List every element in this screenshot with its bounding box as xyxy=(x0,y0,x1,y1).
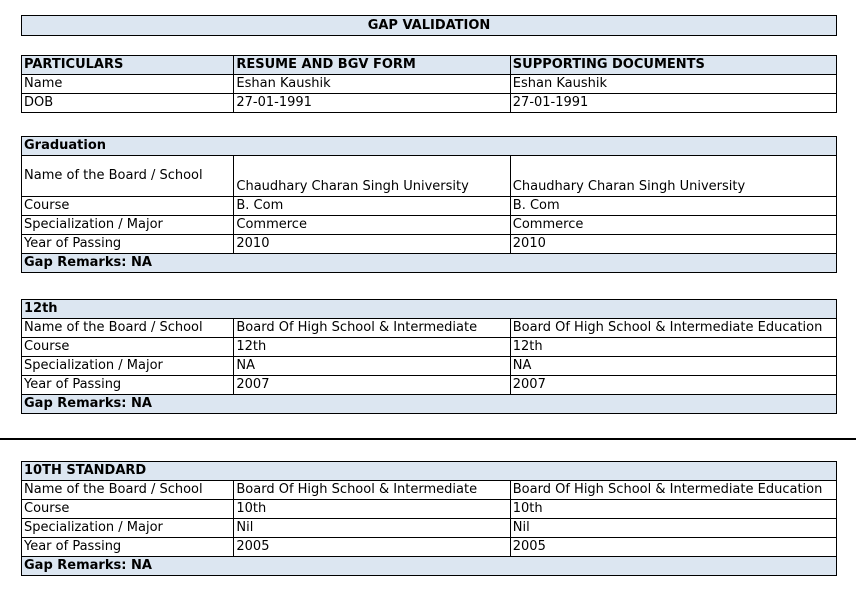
year-resume: 2007 xyxy=(234,376,510,395)
particulars-header: PARTICULARS xyxy=(22,56,234,75)
table-row xyxy=(22,156,837,197)
year-docs: 2010 xyxy=(510,235,836,254)
course-label: Course xyxy=(22,500,234,519)
course-label: Course xyxy=(22,338,234,357)
table-row xyxy=(22,216,837,235)
course-docs: 12th xyxy=(510,338,836,357)
section-heading: 12th xyxy=(22,300,837,319)
board-resume: Board Of High School & Intermediate xyxy=(234,481,510,500)
dob-docs: 27-01-1991 xyxy=(510,94,836,113)
table-row xyxy=(22,197,837,216)
board-resume: Chaudhary Charan Singh University xyxy=(234,156,510,197)
course-docs: B. Com xyxy=(510,197,836,216)
personal-table xyxy=(21,55,837,113)
board-docs: Board Of High School & Intermediate Education xyxy=(510,319,836,338)
year-resume: 2010 xyxy=(234,235,510,254)
page-title: GAP VALIDATION xyxy=(22,16,837,36)
name-label: Name xyxy=(22,75,234,94)
page-break-divider xyxy=(0,438,856,440)
table-row xyxy=(22,481,837,500)
gap-remarks: Gap Remarks: NA xyxy=(22,557,837,576)
year-label: Year of Passing xyxy=(22,376,234,395)
resume-header: RESUME AND BGV FORM xyxy=(234,56,510,75)
year-label: Year of Passing xyxy=(22,235,234,254)
twelfth-table xyxy=(21,299,837,414)
board-label: Name of the Board / School xyxy=(22,319,234,338)
course-resume: 12th xyxy=(234,338,510,357)
table-row xyxy=(22,338,837,357)
title-table xyxy=(21,15,837,36)
name-docs: Eshan Kaushik xyxy=(510,75,836,94)
gap-remarks: Gap Remarks: NA xyxy=(22,254,837,273)
table-row xyxy=(22,94,837,113)
specialization-resume: Nil xyxy=(234,519,510,538)
course-resume: B. Com xyxy=(234,197,510,216)
board-resume: Board Of High School & Intermediate xyxy=(234,319,510,338)
year-resume: 2005 xyxy=(234,538,510,557)
course-docs: 10th xyxy=(510,500,836,519)
table-row xyxy=(22,376,837,395)
specialization-docs: NA xyxy=(510,357,836,376)
board-label: Name of the Board / School xyxy=(22,481,234,500)
year-docs: 2005 xyxy=(510,538,836,557)
gap-remarks: Gap Remarks: NA xyxy=(22,395,837,414)
tenth-table xyxy=(21,461,837,576)
graduation-table xyxy=(21,136,837,273)
table-row xyxy=(22,319,837,338)
course-resume: 10th xyxy=(234,500,510,519)
supporting-header: SUPPORTING DOCUMENTS xyxy=(510,56,836,75)
specialization-label: Specialization / Major xyxy=(22,519,234,538)
specialization-resume: NA xyxy=(234,357,510,376)
dob-label: DOB xyxy=(22,94,234,113)
board-label: Name of the Board / School xyxy=(22,156,234,197)
year-label: Year of Passing xyxy=(22,538,234,557)
specialization-label: Specialization / Major xyxy=(22,357,234,376)
board-docs: Chaudhary Charan Singh University xyxy=(510,156,836,197)
table-row xyxy=(22,500,837,519)
specialization-docs: Nil xyxy=(510,519,836,538)
specialization-resume: Commerce xyxy=(234,216,510,235)
table-row xyxy=(22,75,837,94)
name-resume: Eshan Kaushik xyxy=(234,75,510,94)
specialization-label: Specialization / Major xyxy=(22,216,234,235)
board-docs: Board Of High School & Intermediate Education xyxy=(510,481,836,500)
table-row xyxy=(22,357,837,376)
specialization-docs: Commerce xyxy=(510,216,836,235)
year-docs: 2007 xyxy=(510,376,836,395)
table-row xyxy=(22,235,837,254)
dob-resume: 27-01-1991 xyxy=(234,94,510,113)
header-row xyxy=(22,56,837,75)
section-heading: 10TH STANDARD xyxy=(22,462,837,481)
course-label: Course xyxy=(22,197,234,216)
section-heading: Graduation xyxy=(22,137,837,156)
table-row xyxy=(22,519,837,538)
table-row xyxy=(22,538,837,557)
